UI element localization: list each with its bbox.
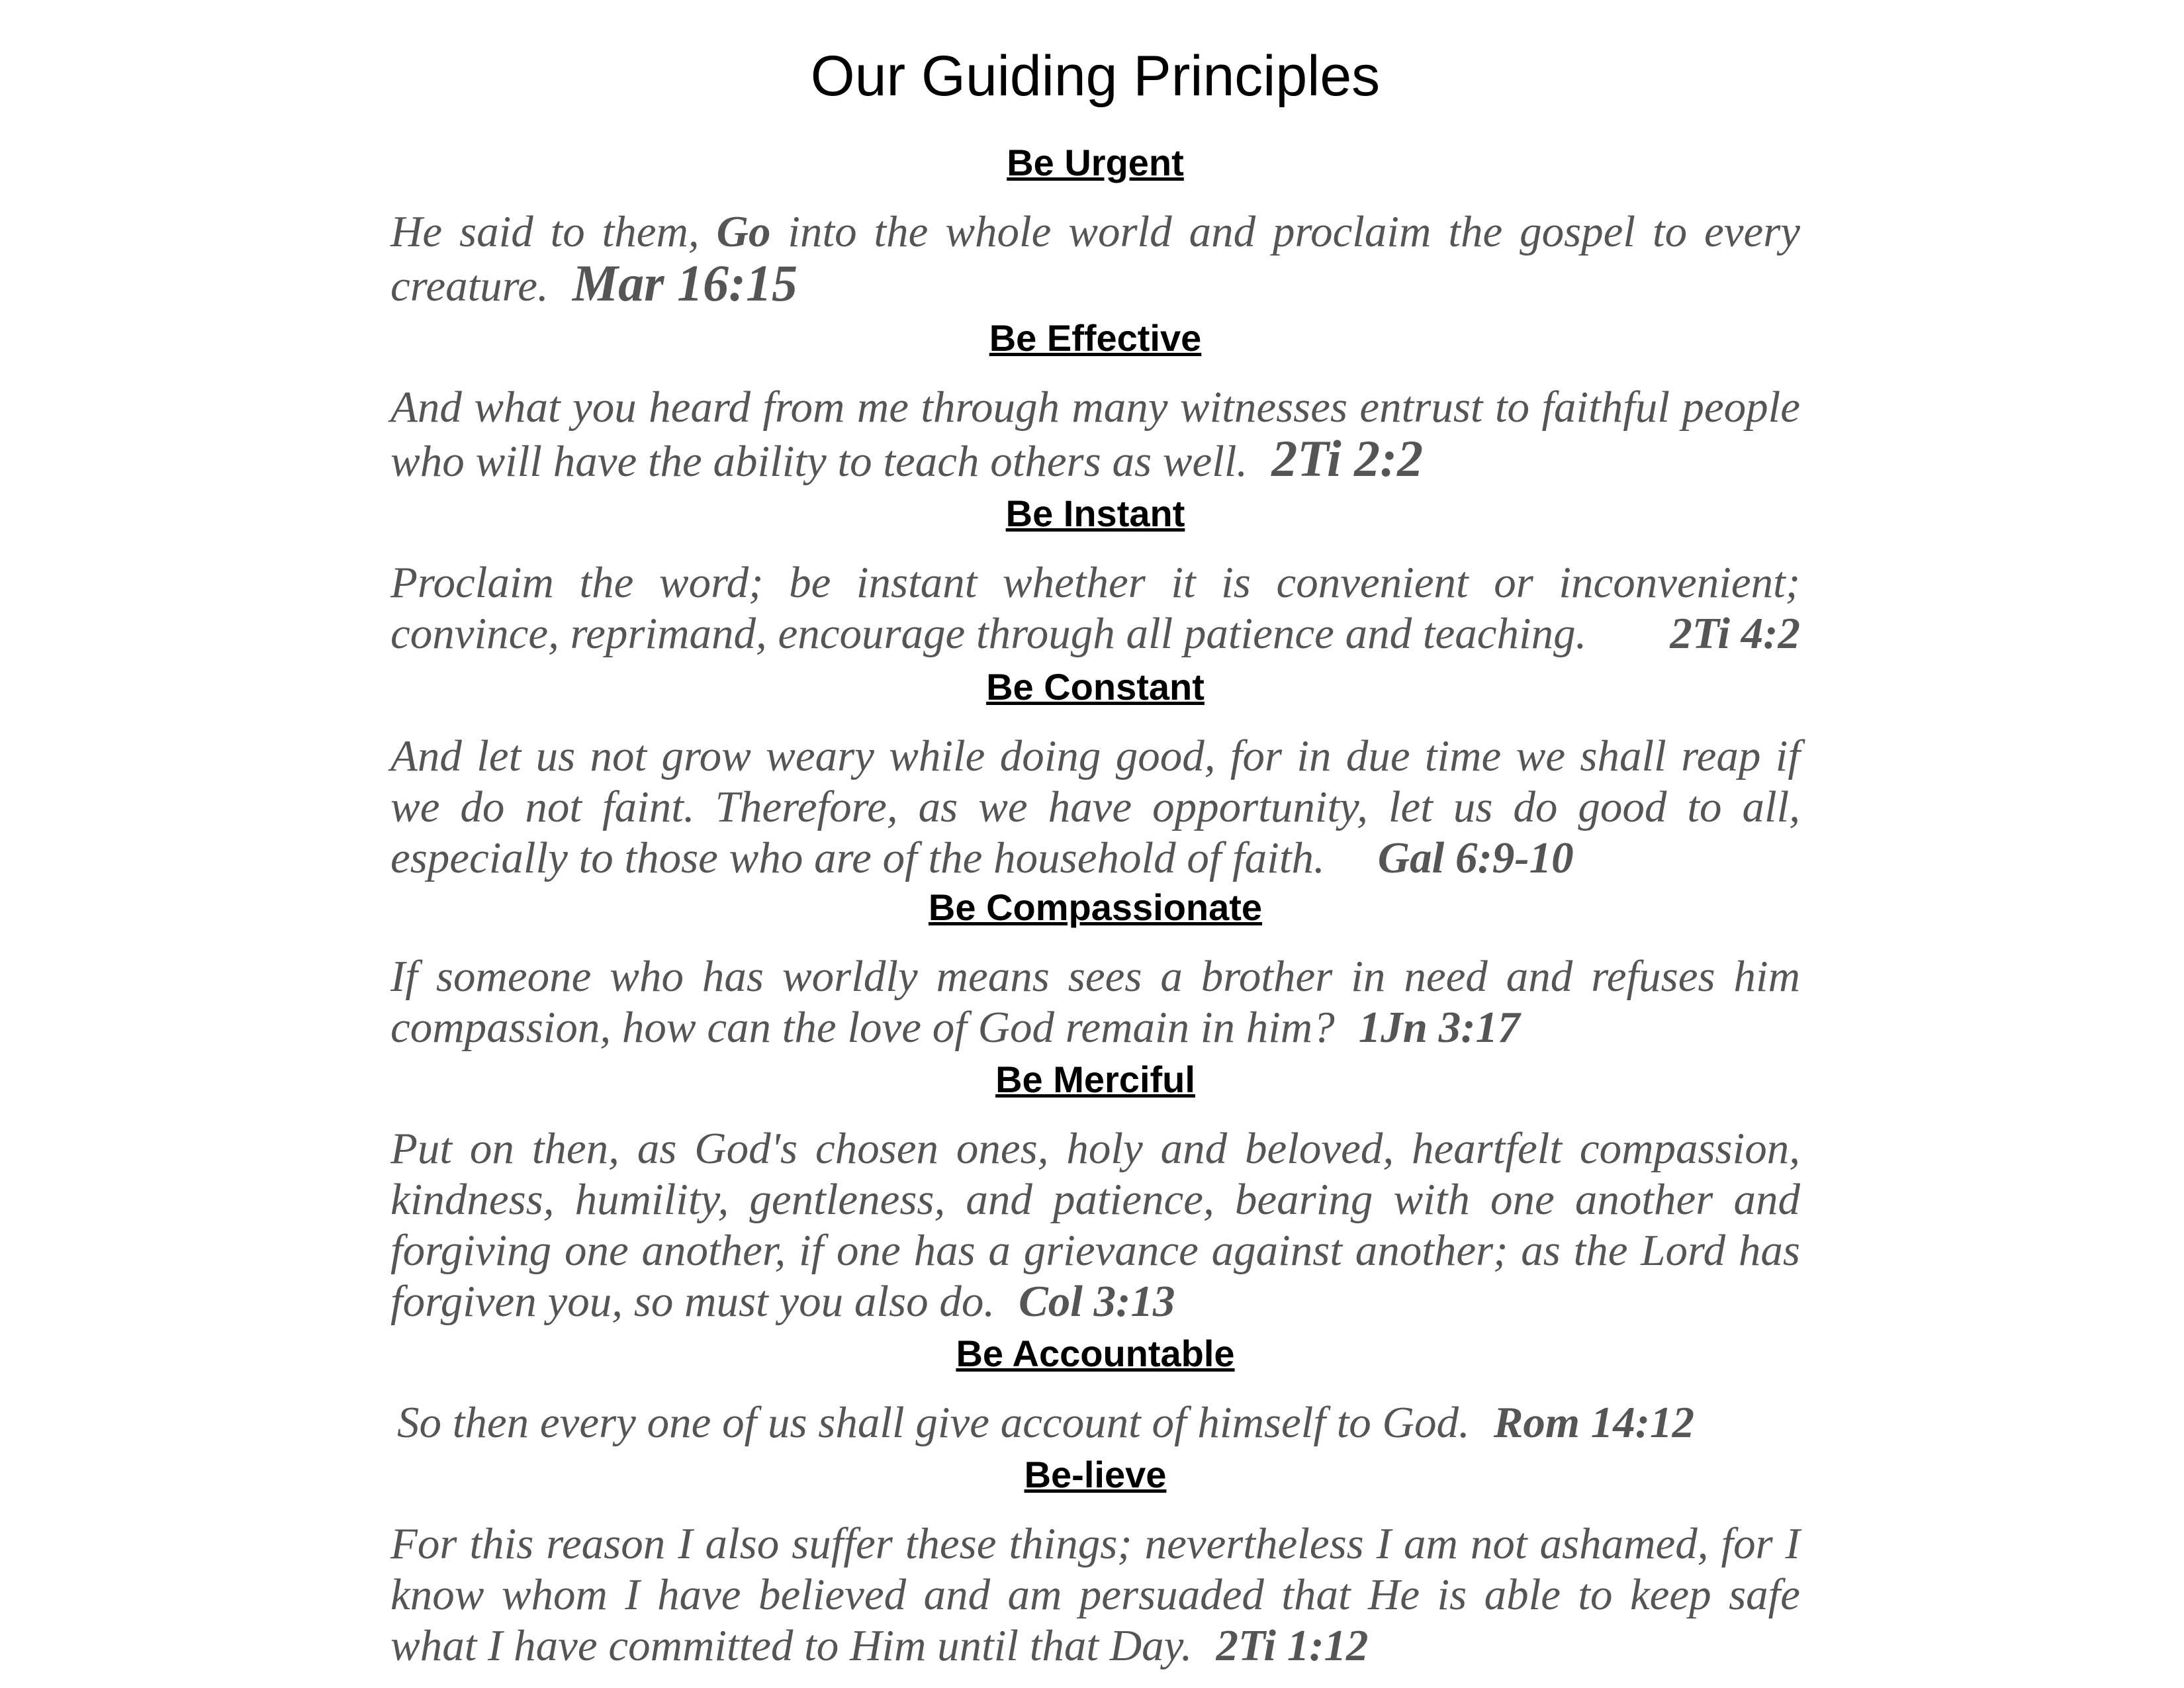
verse-text — [390, 951, 1800, 1053]
section-be-compassionate — [390, 884, 1800, 1053]
scripture-reference: 2Ti 1:12 — [1216, 1621, 1369, 1670]
section-be-lieve — [390, 1451, 1800, 1671]
section-heading: Be Effective — [989, 317, 1202, 359]
verse-text — [390, 1123, 1800, 1327]
section-heading: Be Compassionate — [928, 886, 1263, 928]
section-heading: Be Urgent — [1007, 142, 1184, 183]
section-be-constant — [390, 663, 1800, 884]
scripture-reference: 1Jn 3:17 — [1358, 1003, 1520, 1052]
verse-text — [390, 207, 1800, 312]
verse-text — [390, 382, 1800, 487]
section-heading: Be Merciful — [995, 1058, 1195, 1100]
section-be-merciful — [390, 1056, 1800, 1327]
scripture-reference: Rom 14:12 — [1493, 1398, 1695, 1447]
scripture-reference: Col 3:13 — [1019, 1277, 1175, 1326]
section-heading: Be-lieve — [1024, 1454, 1167, 1495]
scripture-reference: 2Ti 2:2 — [1271, 430, 1424, 487]
section-be-accountable — [390, 1330, 1800, 1448]
verse-body: Put on then, as God's chosen ones, holy and beloved, heartfelt compassion, kindness, humility, gentleness, and patience, bearing with one another and forgiving one another, if one has a grievance against another; as the Lord has forgiven you, so must you also do. — [390, 1124, 1800, 1326]
page-title: Our Guiding Principles — [810, 44, 1381, 108]
scripture-reference: Gal 6:9-10 — [1377, 833, 1574, 882]
section-heading: Be Accountable — [956, 1333, 1235, 1374]
verse-body: If someone who has worldly means sees a brother in need and refuses him compassion, how can the love of God remain in him? — [390, 952, 1800, 1052]
verse-emphasis: Go — [716, 207, 771, 256]
verse-body: Proclaim the word; be instant whether it is convenient or inconvenient; convince, reprimand, encourage through all patience and teaching. — [390, 558, 1800, 658]
verse-body: For this reason I also suffer these things; nevertheless I am not ashamed, for I know whom I have believed and am persuaded that He is able to keep safe what I have committed to Him until that Day. — [390, 1519, 1800, 1670]
verse-text — [390, 731, 1800, 884]
verse-body: So then every one of us shall give account of himself to God. — [397, 1398, 1470, 1447]
section-heading: Be Instant — [1005, 492, 1185, 534]
verse-text-end: into the whole world and proclaim the gospel to every creature. — [390, 207, 1801, 310]
section-heading: Be Constant — [986, 666, 1205, 708]
verse-text — [390, 1519, 1800, 1671]
verse-text — [390, 1397, 1800, 1448]
section-be-effective — [390, 314, 1800, 487]
verse-body: And what you heard from me through many witnesses entrust to faithful people who will have the ability to teach others as well. — [390, 383, 1800, 486]
section-be-instant — [390, 490, 1800, 659]
scripture-reference: Mar 16:15 — [572, 254, 797, 312]
document-page — [390, 40, 1800, 1671]
scripture-reference: 2Ti 4:2 — [1670, 609, 1800, 658]
verse-text-start: He said to them, — [390, 207, 717, 256]
verse-text — [390, 557, 1800, 659]
section-be-urgent — [390, 139, 1800, 312]
verse-body: And let us not grow weary while doing good, for in due time we shall reap if we do not faint. Therefore, as we have opportunity, let us do good to all, especially to those who are of the household of faith. — [390, 731, 1800, 882]
